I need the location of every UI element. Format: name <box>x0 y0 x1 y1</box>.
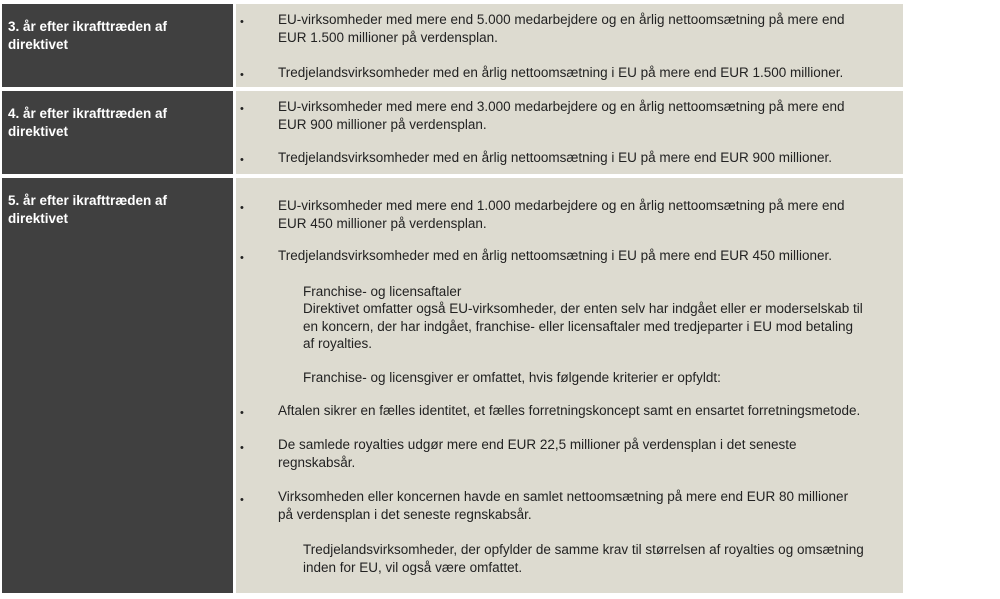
criteria-text: De samlede royalties udgør mere end EUR 22,5 millioner på verdensplan i det seneste <box>278 437 797 452</box>
criteria-text: regnskabsår. <box>278 455 356 470</box>
bullet-text: EUR 1.500 millioner på verdensplan. <box>278 30 498 45</box>
row-content-year-4 <box>236 91 903 174</box>
row-label-line: direktivet <box>8 211 69 226</box>
row-label-year-5 <box>2 178 233 593</box>
row-content-year-5 <box>236 178 903 593</box>
row-label-line: 4. år efter ikrafttræden af <box>8 106 168 121</box>
bullet-text: EU-virksomheder med mere end 1.000 medarbejdere og en årlig nettoomsætning på mere end <box>278 198 845 213</box>
row-label-year-4 <box>2 91 233 174</box>
row-label-line: direktivet <box>8 124 69 139</box>
franchise-text: en koncern, der har indgået, franchise- eller licensaftaler med tredjeparter i EU mod betaling <box>303 319 854 334</box>
bullet-text: EU-virksomheder med mere end 5.000 medarbejdere og en årlig nettoomsætning på mere end <box>278 12 845 27</box>
bullet-icon: • <box>240 16 244 28</box>
franchise-text: af royalties. <box>303 336 373 351</box>
bullet-text: EUR 900 millioner på verdensplan. <box>278 117 487 132</box>
row-label-line: 5. år efter ikrafttræden af <box>8 193 168 208</box>
bullet-icon: • <box>240 252 244 264</box>
bullet-text: Tredjelandsvirksomheder med en årlig nettoomsætning i EU på mere end EUR 450 millioner. <box>278 248 833 263</box>
closing-text: inden for EU, vil også være omfattet. <box>303 560 523 575</box>
bullet-icon: • <box>240 494 244 506</box>
bullet-text: EUR 450 millioner på verdensplan. <box>278 216 487 231</box>
criteria-text: på verdensplan i det seneste regnskabsår. <box>278 507 532 522</box>
bullet-icon: • <box>240 154 244 166</box>
bullet-text: Tredjelandsvirksomheder med en årlig nettoomsætning i EU på mere end EUR 1.500 millioner. <box>278 65 844 80</box>
bullet-icon: • <box>240 103 244 115</box>
closing-text: Tredjelandsvirksomheder, der opfylder de samme krav til størrelsen af royalties og omsætning <box>303 542 864 557</box>
bullet-icon: • <box>240 202 244 214</box>
row-label-year-3 <box>2 4 233 87</box>
row-label-line: direktivet <box>8 37 69 52</box>
franchise-heading: Franchise- og licensaftaler <box>303 284 462 299</box>
row-content-year-3 <box>236 4 903 87</box>
row-label-line: 3. år efter ikrafttræden af <box>8 19 168 34</box>
bullet-text: Tredjelandsvirksomheder med en årlig nettoomsætning i EU på mere end EUR 900 millioner. <box>278 150 833 165</box>
criteria-text: Virksomheden eller koncernen havde en samlet nettoomsætning på mere end EUR 80 millioner <box>278 489 849 504</box>
bullet-icon: • <box>240 69 244 81</box>
criteria-text: Aftalen sikrer en fælles identitet, et fælles forretningskoncept samt en ensartet forretningsmetode. <box>278 403 861 418</box>
criteria-intro: Franchise- og licensgiver er omfattet, hvis følgende kriterier er opfyldt: <box>303 370 721 385</box>
bullet-text: EU-virksomheder med mere end 3.000 medarbejdere og en årlig nettoomsætning på mere end <box>278 99 845 114</box>
bullet-icon: • <box>240 407 244 419</box>
franchise-text: Direktivet omfatter også EU-virksomheder, der enten selv har indgået eller er moderselskab til <box>303 301 863 316</box>
bullet-icon: • <box>240 442 244 454</box>
